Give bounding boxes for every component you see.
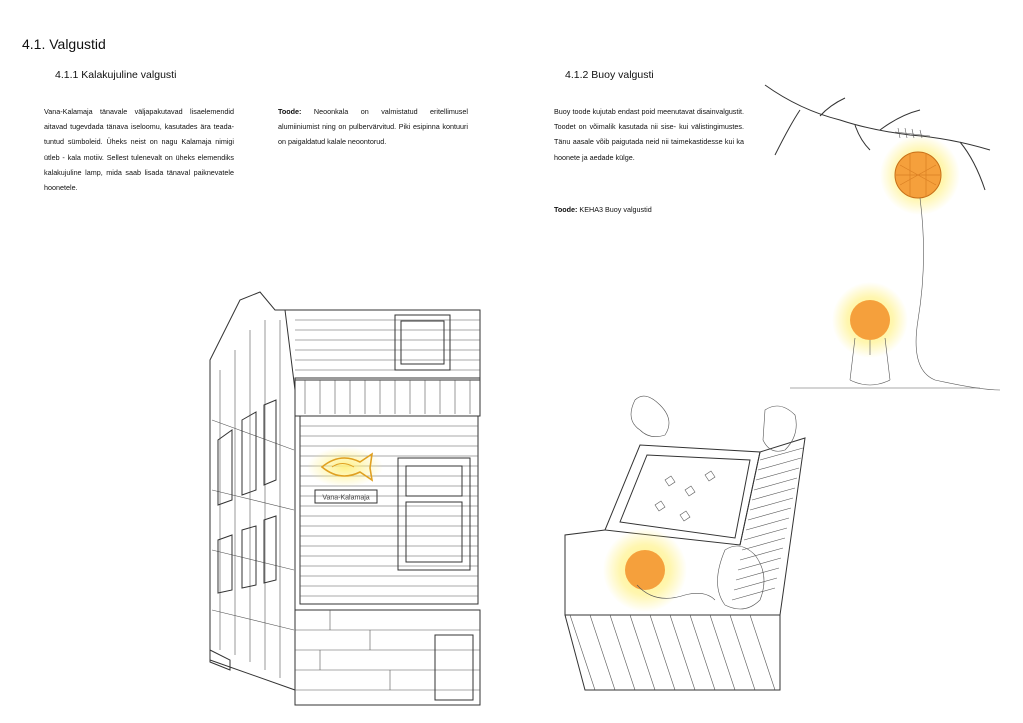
buoy-intro-paragraph: Buoy toode kujutab endast poid meenutavat disainvalgustit. Toodet on võimalik kasutada nii sise- kui välistingimustes. Tänu aasale võib paigutada neid nii taimekastidesse kui ka hoonete ja aedade külge. <box>554 107 744 162</box>
building-illustration <box>190 290 490 710</box>
fish-product-label: Toode: <box>278 107 302 116</box>
buoy-product-paragraph <box>554 202 744 217</box>
standing-buoy-lamp <box>850 300 890 340</box>
fish-lamp-heading: 4.1.1 Kalakujuline valgusti <box>55 69 177 81</box>
fish-product-paragraph <box>278 104 468 150</box>
buoy-lamp-heading: 4.1.2 Buoy valgusti <box>565 69 654 81</box>
planter-buoy-lamp <box>625 550 665 590</box>
section-title: 4.1. Valgustid <box>22 36 106 52</box>
buoy-product-text: KEHA3 Buoy valgustid <box>577 205 652 214</box>
fish-product-text: Neoonkala on valmistatud eritellimusel alumiiniumist ning on pulbervärvitud. Piki esipinna kontuuri on paigaldatud kalale neoontorud. <box>278 107 468 147</box>
branch-buoy-illustration <box>760 80 1010 400</box>
planter-buoy-illustration <box>565 390 815 700</box>
street-sign-text: Vana-Kalamaja <box>322 494 370 502</box>
fish-intro-paragraph: Vana-Kalamaja tänavale väljapakutavad lisaelemendid aitavad tugevdada tänava iseloomu, kasutades ära teada-tuntud sümboleid. Üheks neist on nagu Kalamaja nimigi ütleb - kala motiiv. Sellest tulenevalt on üheks elemendiks kalakujuline lamp, mida saab lisada tänaval paiknevatele hoonetele. <box>44 107 234 193</box>
buoy-product-label: Toode: <box>554 205 578 214</box>
